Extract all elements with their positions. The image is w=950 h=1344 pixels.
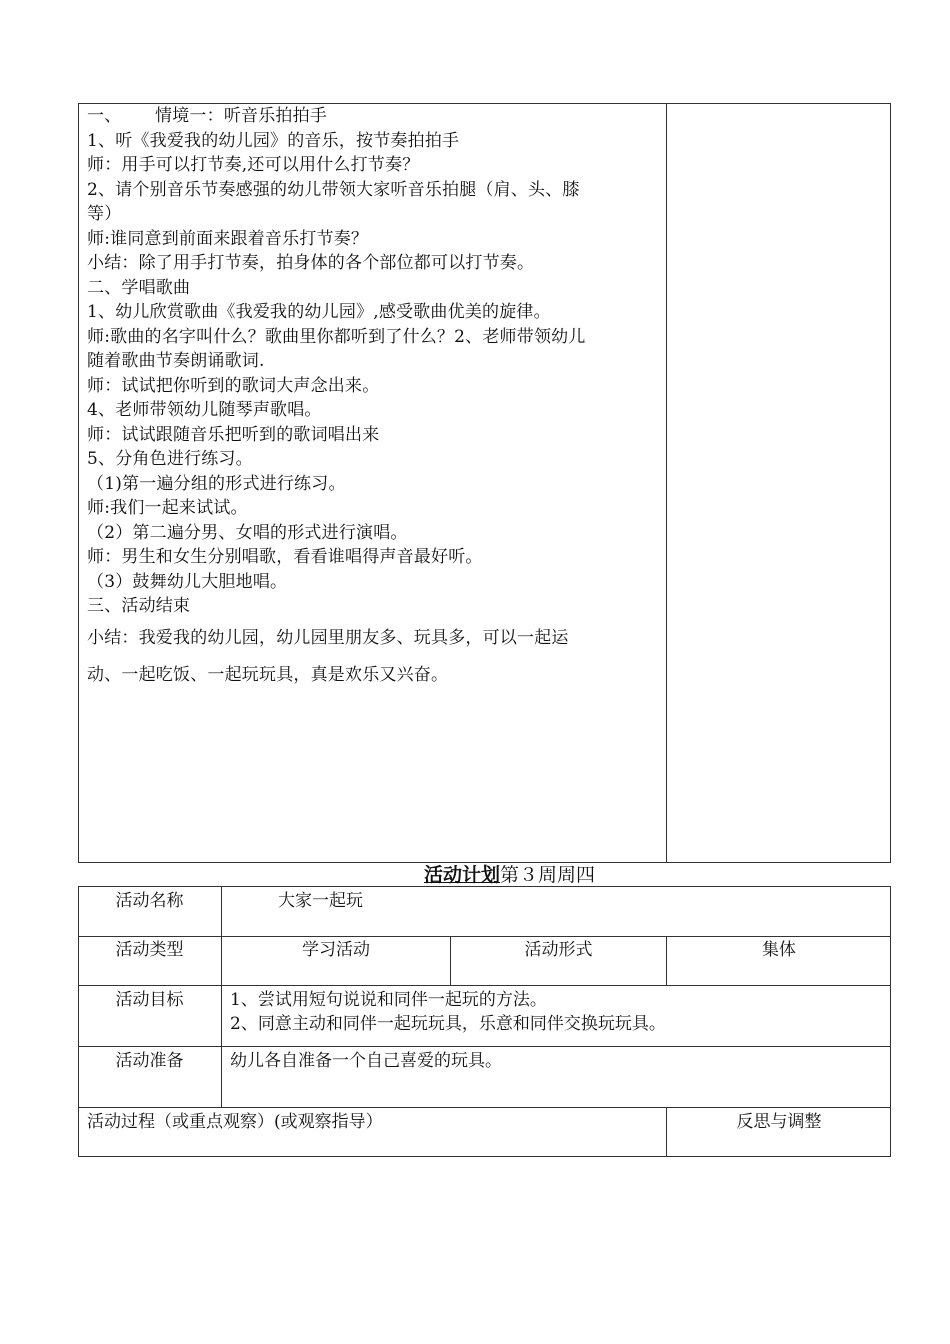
- process-line: （3）鼓舞幼儿大胆地唱。: [87, 571, 288, 592]
- row-divider: [78, 985, 891, 986]
- activity-form-value: 集体: [762, 940, 796, 960]
- process-line: 1、听《我爱我的幼儿园》的音乐，按节奏拍拍手: [87, 130, 460, 151]
- process-line: 三、活动结束: [87, 596, 191, 616]
- row-divider: [78, 1107, 891, 1108]
- process-line: 2、请个别音乐节奏感强的幼儿带领大家听音乐拍腿（肩、头、膝: [87, 179, 580, 200]
- activity-type-value: 学习活动: [302, 940, 370, 960]
- heading-rest: 第３周周四: [500, 864, 596, 886]
- summary-line: 小结：我爱我的幼儿园，幼儿园里朋友多、玩具多，可以一起运: [87, 627, 569, 648]
- process-line: 师：男生和女生分别唱歌，看看谁唱得声音最好听。: [87, 547, 483, 567]
- process-line: 师：试试跟随音乐把听到的歌词唱出来: [87, 424, 380, 445]
- process-line: 二、学唱歌曲: [87, 277, 191, 298]
- process-line: 随着歌曲节奏朗诵歌词.: [87, 351, 265, 371]
- activity-form-label: 活动形式: [524, 940, 593, 960]
- process-line: （1)第一遍分组的形式进行练习。: [87, 473, 346, 494]
- activity-name-label: 活动名称: [115, 891, 184, 911]
- activity-type-label: 活动类型: [115, 940, 184, 960]
- reflection-label: 反思与调整: [736, 1112, 822, 1132]
- activity-goals: [230, 988, 885, 1036]
- process-line: 5、分角色进行练习。: [87, 449, 253, 469]
- activity-name-value: 大家一起玩: [278, 891, 363, 911]
- process-line: 等）: [87, 204, 122, 224]
- column-divider: [666, 103, 667, 863]
- row-divider: [78, 936, 891, 937]
- goal-item: 2、同意主动和同伴一起玩玩具，乐意和同伴交换玩玩具。: [230, 1014, 666, 1034]
- activity-prep-label: 活动准备: [115, 1051, 184, 1071]
- col-divider: [221, 886, 222, 1108]
- process-line: 师：用手可以打节奏,还可以用什么打节奏？: [87, 155, 420, 175]
- process-line: 1、幼儿欣赏歌曲《我爱我的幼儿园》,感受歌曲优美的旋律。: [87, 302, 551, 322]
- process-line: 小结：除了用手打节奏，拍身体的各个部位都可以打节奏。: [87, 253, 535, 273]
- process-line: 师:谁同意到前面来跟着音乐打节奏？: [87, 228, 369, 249]
- process-line: （2）第二遍分男、女唱的形式进行演唱。: [87, 522, 408, 543]
- process-line: 4、老师带领幼儿随琴声歌唱。: [87, 400, 322, 420]
- process-line: 师:歌曲的名字叫什么？歌曲里你都听到了什么？2、老师带领幼儿: [87, 326, 586, 347]
- summary-line: 动、一起吃饭、一起玩玩具，真是欢乐又兴奋。: [87, 664, 449, 685]
- page-heading: [78, 862, 941, 888]
- activity-goal-label: 活动目标: [115, 990, 184, 1010]
- goal-item: 1、尝试用短句说说和同伴一起玩的方法。: [230, 990, 547, 1010]
- activity-process-label: 活动过程（或重点观察）(或观察指导）: [87, 1112, 383, 1132]
- process-text: [87, 104, 662, 694]
- process-line: 师:我们一起来试试。: [87, 498, 248, 518]
- activity-prep-value: 幼儿各自准备一个自己喜爱的玩具。: [230, 1051, 502, 1071]
- process-line: 师：试试把你听到的歌词大声念出来。: [87, 375, 380, 396]
- row-divider: [78, 1046, 891, 1047]
- heading-strong: 活动计划: [423, 864, 500, 886]
- process-line: 一、 情境一：听音乐拍拍手: [87, 106, 328, 126]
